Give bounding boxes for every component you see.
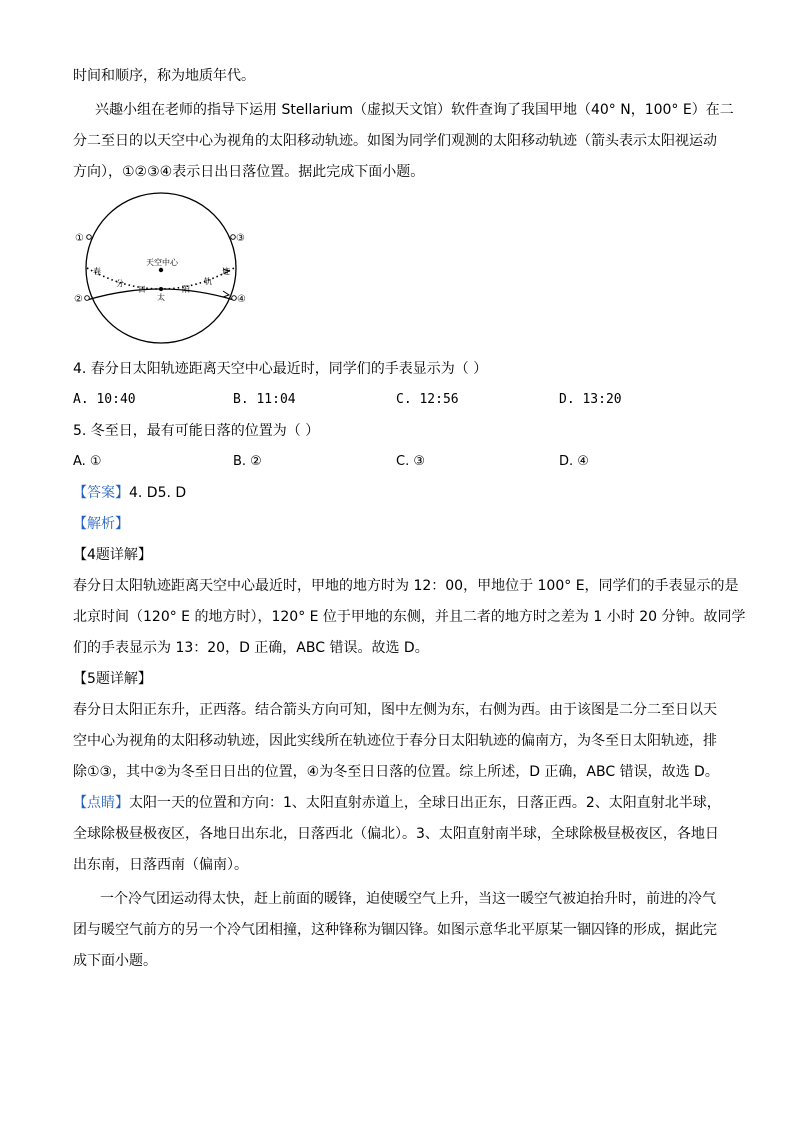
answer-tag: 【答案】	[73, 485, 129, 501]
path-char-4: 太	[157, 293, 165, 302]
comment-text-1: 太阳一天的位置和方向：1、太阳直射赤道上，全球日出正东，日落正西。2、太阳直射北半球，	[129, 795, 721, 811]
next-context-line-1: 一个冷气团运动得太快，赶上前面的暖锋，迫使暖空气上升，当这一暖空气被迫抬升时，前进的冷气	[100, 891, 716, 907]
detail5-line-2: 空中心为视角的太阳移动轨迹，因此实线所在轨迹位于春分日太阳轨迹的偏南方，为冬至日太阳轨迹，排	[73, 733, 717, 749]
path-char-3: 日	[138, 285, 146, 294]
path-char-7: 迹	[222, 267, 230, 276]
marker-1-point	[87, 235, 92, 240]
path-top-dot	[159, 287, 163, 291]
sky-center-label: 天空中心	[146, 258, 178, 267]
question-context-line-3: 方向），①②③④表示日出日落位置。据此完成下面小题。	[73, 164, 425, 180]
path-char-2: 分	[116, 279, 124, 288]
q5-stem: 5. 冬至日，最有可能日落的位置为（ ）	[73, 423, 320, 439]
marker-3-point	[231, 235, 236, 240]
detail4-tag: 【4题详解】	[73, 547, 152, 563]
next-context-line-3: 成下面小题。	[73, 953, 157, 969]
detail4-line-3: 们的手表显示为 13：20，D 正确，ABC 错误。故选 D。	[73, 640, 429, 656]
comment-line-3: 出东南，日落西南（偏南）。	[73, 857, 248, 873]
path-char-1: 春	[93, 267, 101, 276]
marker-1-label: ①	[75, 233, 84, 244]
q4-option-c: C. 12:56	[396, 392, 459, 407]
marker-4-point	[232, 296, 237, 301]
detail5-tag: 【5题详解】	[73, 671, 152, 687]
comment-tag: 【点睛】	[73, 795, 129, 811]
marker-3-label: ③	[236, 233, 245, 244]
q4-option-a: A. 10:40	[73, 392, 136, 407]
q5-option-c: C. ③	[396, 454, 425, 469]
detail4-line-2: 北京时间（120° E 的地方时），120° E 位于甲地的东侧，并且二者的地方时之差为 1 小时 20 分钟。故同学	[73, 609, 746, 625]
q5-option-a: A. ①	[73, 454, 102, 469]
answer-line	[73, 483, 723, 503]
intro-text-line: 时间和顺序，称为地质年代。	[73, 68, 255, 84]
question-context-line-2: 分二至日的以天空中心为视角的太阳移动轨迹。如图为同学们观测的太阳移动轨迹（箭头表示太阳视运动	[73, 133, 717, 149]
path-char-6: 轨	[204, 277, 212, 286]
answer-text: 4. D5. D	[129, 485, 187, 501]
sun-path-diagram	[73, 188, 253, 348]
sky-center-dot	[159, 268, 163, 272]
detail5-line-3: 除①③，其中②为冬至日日出的位置，④为冬至日日落的位置。综上所述，D 正确，ABC 错误，故选 D。	[73, 764, 719, 780]
marker-2-label: ②	[74, 294, 83, 305]
marker-4-label: ④	[237, 294, 246, 305]
comment-line-1	[73, 793, 723, 813]
detail4-line-1: 春分日太阳轨迹距离天空中心最近时，甲地的地方时为 12：00，甲地位于 100° E，同学们的手表显示的是	[73, 578, 739, 594]
q4-option-b: B. 11:04	[233, 392, 296, 407]
comment-line-2: 全球除极昼极夜区，各地日出东北，日落西北（偏北）。3、太阳直射南半球，全球除极昼极夜区，各地日	[73, 826, 719, 842]
question-context-line-1: 兴趣小组在老师的指导下运用 Stellarium（虚拟天文馆）软件查询了我国甲地（40° N，100° E）在二	[95, 102, 734, 118]
detail5-line-1: 春分日太阳正东升，正西落。结合箭头方向可知，图中左侧为东，右侧为西。由于该图是二分二至日以天	[73, 702, 717, 718]
path-char-5: 阳	[182, 285, 190, 294]
q4-option-d: D. 13:20	[559, 392, 622, 407]
analysis-tag: 【解析】	[73, 516, 129, 532]
q5-option-d: D. ④	[559, 454, 589, 469]
solstice-arrow-icon	[223, 291, 229, 297]
marker-2-point	[85, 296, 90, 301]
next-context-line-2: 团与暖空气前方的另一个冷气团相撞，这种锋称为锢囚锋。如图示意华北平原某一锢囚锋的形成，据此完	[73, 922, 717, 938]
q5-option-b: B. ②	[233, 454, 262, 469]
q4-stem: 4. 春分日太阳轨迹距离天空中心最近时，同学们的手表显示为（ ）	[73, 361, 488, 377]
